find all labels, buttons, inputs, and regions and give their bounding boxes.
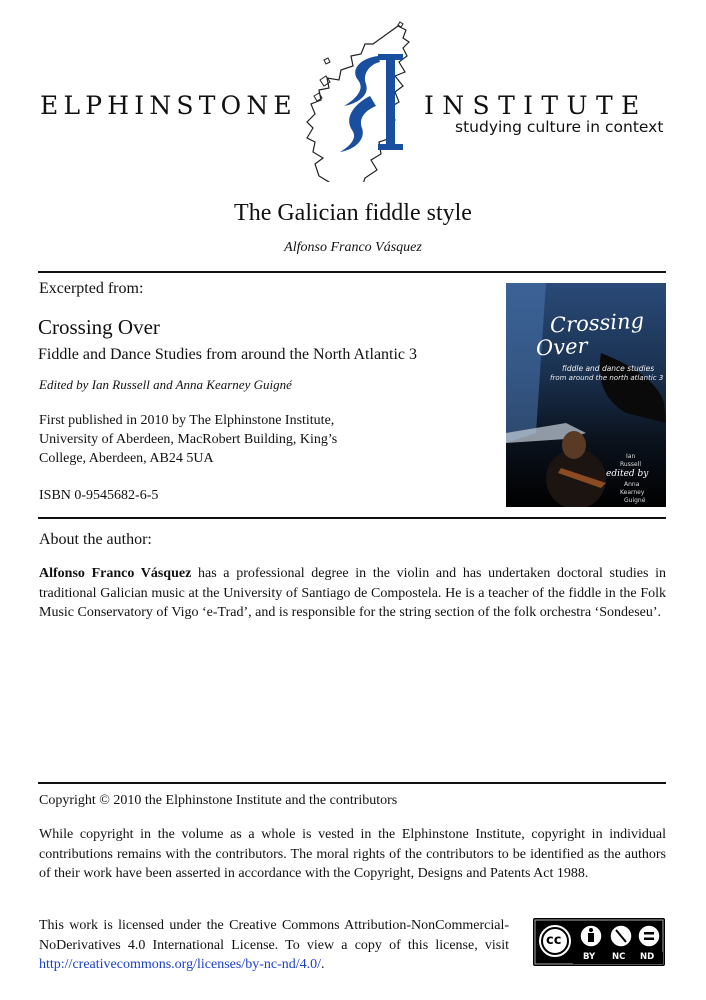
cc-badge-nc: NC <box>612 952 626 962</box>
publication-info: First published in 2010 by The Elphinstone Institute, University of Aberdeen, MacRobert Building, King’s College, Aberdeen, AB24 5UA <box>39 413 338 466</box>
divider <box>38 271 666 273</box>
cc-badge-nd: ND <box>640 952 655 962</box>
about-body: has a professional degree in the violin and has undertaken doctoral studies in traditional Galician music at the University of Santiago de Compostela. He is a teacher of the fiddle in the Folk Music Conservatory of Vigo ‘e-Trad’, and is responsible for the string section of the folk orchestra ‘Sondeseu’. <box>39 566 666 620</box>
book-cover <box>506 283 666 507</box>
license-link[interactable]: http://creativecommons.org/licenses/by-nc-nd/4.0/ <box>39 957 322 972</box>
book-editors: Edited by Ian Russell and Anna Kearney Guigné <box>39 377 292 392</box>
about-text <box>39 564 666 623</box>
about-label: About the author: <box>39 531 152 548</box>
cover-subtitle-line2: from around the north atlantic 3 <box>550 374 664 382</box>
document-author: Alfonso Franco Vásquez <box>284 240 422 255</box>
cover-subtitle-line1: fiddle and dance studies <box>562 364 655 373</box>
document-title: The Galician fiddle style <box>234 200 472 226</box>
cc-license-badge[interactable] <box>533 918 665 966</box>
divider <box>38 517 666 519</box>
cover-title-line2: Over <box>535 333 589 361</box>
elphinstone-map-emblem-icon <box>300 20 425 182</box>
noderivatives-icon <box>638 925 660 947</box>
cover-edited-by: edited by <box>606 469 649 479</box>
license-text <box>39 916 509 975</box>
cc-badge-by: BY <box>583 952 596 962</box>
logo-right-text: INSTITUTE <box>424 91 648 120</box>
about-author-name: Alfonso Franco Vásquez <box>39 566 192 581</box>
cover-title-line1: Crossing <box>549 308 645 338</box>
divider <box>38 782 666 784</box>
copyright-body: While copyright in the volume as a whole is vested in the Elphinstone Institute, copyright in individual contributions remains with the contributors. The moral rights of the contributors to be identified as the authors of their work have been asserted in accordance with the Copyright, Designs and Patents Act 1988. <box>39 827 666 881</box>
copyright-line: Copyright © 2010 the Elphinstone Institute and the contributors <box>39 793 398 808</box>
book-subtitle: Fiddle and Dance Studies from around the North Atlantic 3 <box>38 346 418 363</box>
excerpted-label: Excerpted from: <box>39 280 144 297</box>
cover-editor2-last: Guigné <box>624 497 646 504</box>
cover-editor2-mid: Kearney <box>620 489 645 496</box>
logo-tagline: studying culture in context <box>455 118 664 136</box>
book-title: Crossing Over <box>38 315 160 339</box>
cc-badge-cc-text: cc <box>546 933 562 948</box>
isbn: ISBN 0-9545682-6-5 <box>39 488 159 503</box>
license-sentence: This work is licensed under the Creative Commons Attribution-NonCommercial-NoDerivatives 4.0 International License. To view a copy of this license, visit <box>39 918 509 953</box>
cover-editor1-first: Ian <box>626 453 636 460</box>
license-end: . <box>321 957 325 972</box>
cover-editor2-first: Anna <box>624 481 640 488</box>
cover-editor1-last: Russell <box>620 461 641 468</box>
logo-left-text: ELPHINSTONE <box>40 91 297 120</box>
